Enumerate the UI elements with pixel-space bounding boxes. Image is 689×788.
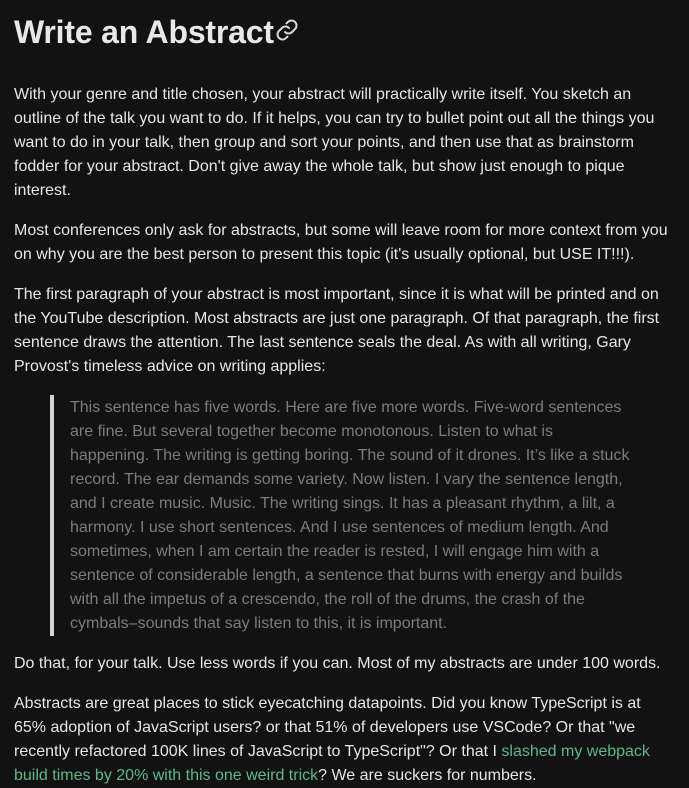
- paragraph-do-that: Do that, for your talk. Use less words if you can. Most of my abstracts are under 100 words.: [14, 654, 661, 672]
- datapoints-text-after: ? We are suckers for numbers.: [318, 766, 537, 784]
- quote-text: This sentence has five words. Here are five more words. Five-word sentences are fine. But several together become monotonous. Listen to what is happening. The writing is getting boring. The sound of it drones. It’s like a stuck record. The ear demands some variety. Now listen. I vary the sentence length, and I create music. Music. The writing sings. It has a pleasant rhythm, a lilt, a harmony. I use short sentences. And I use sentences of medium length. And sometimes, when I am certain the reader is rested, I will engage him with a sentence of considerable length, a sentence that burns with energy and builds with all the impetus of a crescendo, the roll of the drums, the crash of the cymbals–sounds that say listen to this, it is important.: [70, 398, 630, 632]
- webpack-trick-link[interactable]: slashed my webpack build times by 20% with this one weird trick: [14, 742, 650, 784]
- paragraph-datapoints: [14, 692, 675, 788]
- page-title-text: Write an Abstract: [14, 14, 274, 50]
- link-icon[interactable]: [275, 9, 299, 53]
- page-title: [14, 10, 675, 57]
- provost-quote: [50, 395, 675, 636]
- paragraph-conferences: Most conferences only ask for abstracts, but some will leave room for more context from you on why you are the best person to present this topic (it's usually optional, but USE IT!!!).: [14, 221, 668, 263]
- paragraph-genre-title: With your genre and title chosen, your abstract will practically write itself. You sketch an outline of the talk you want to do. If it helps, you can try to bullet point out all the things you want to do in your talk, then group and sort your points, and then use that as brainstorm fodder for your abstract. Don't give away the whole talk, but show just enough to pique interest.: [14, 85, 655, 199]
- datapoints-text-before: Abstracts are great places to stick eyecatching datapoints. Did you know TypeScript is at 65% adoption of JavaScript users? or that 51% of developers use VSCode? Or that "we recently refactored 100K lines of JavaScript to TypeScript"? Or that I: [14, 694, 641, 760]
- paragraph-first-paragraph: The first paragraph of your abstract is most important, since it is what will be printed and on the YouTube description. Most abstracts are just one paragraph. Of that paragraph, the first sentence draws the attention. The last sentence seals the deal. As with all writing, Gary Provost's timeless advice on writing applies:: [14, 285, 660, 375]
